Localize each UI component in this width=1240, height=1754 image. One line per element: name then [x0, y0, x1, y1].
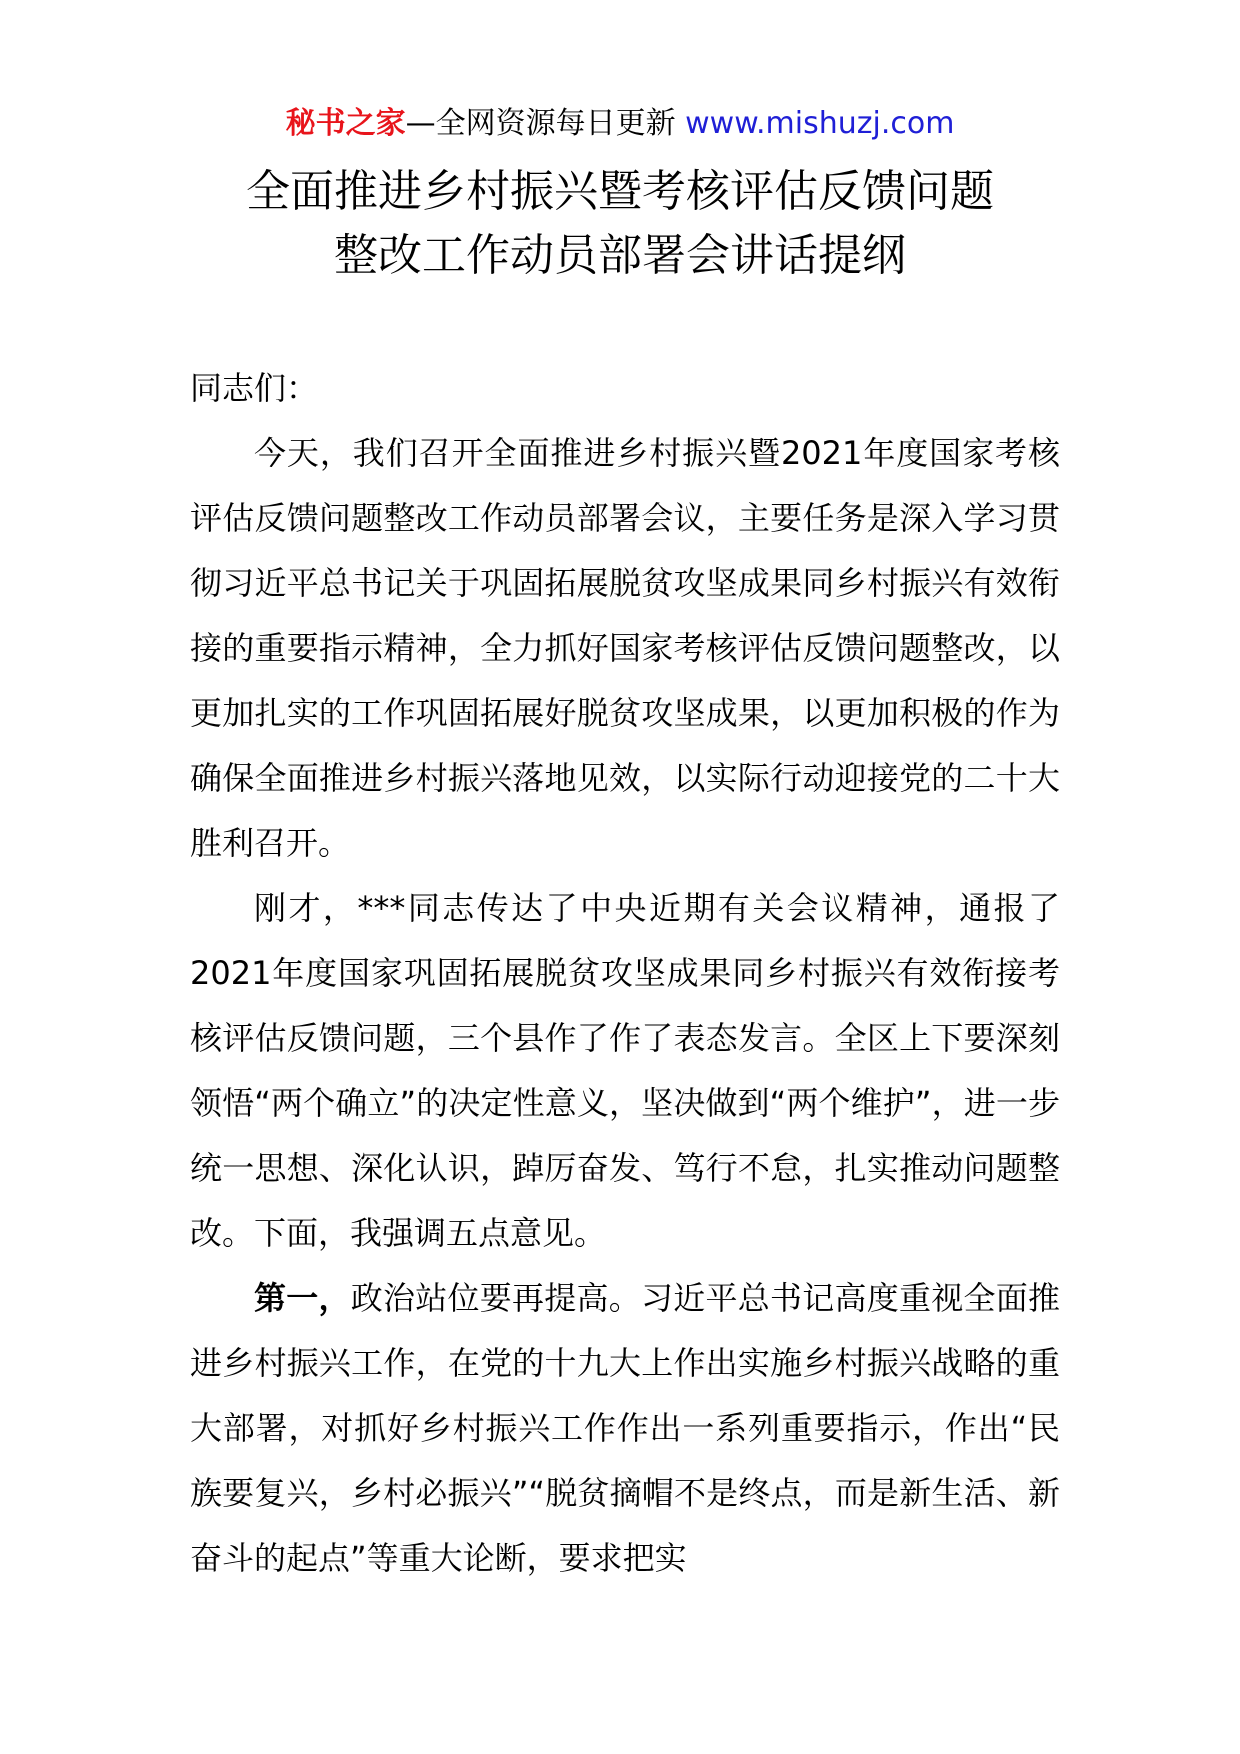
paragraph-2: 刚才，***同志传达了中央近期有关会议精神，通报了2021年度国家巩固拓展脱贫攻坚成果同乡村振兴有效衔接考核评估反馈问题，三个县作了作了表态发言。全区上下要深刻领悟“两个确立”的决定性意义，坚决做到“两个维护”，进一步统一思想、深化认识，踔厉奋发、笃行不怠，扎实推动问题整改。下面，我强调五点意见。: [190, 889, 1060, 1252]
greeting: 同志们：: [190, 369, 319, 407]
site-url-link[interactable]: www.mishuzj.com: [685, 106, 955, 141]
paragraph-3: [190, 1266, 1060, 1591]
site-brand: 秘书之家: [285, 106, 406, 141]
document-body: [190, 356, 1060, 1591]
document-title: [0, 160, 1240, 288]
title-line-1: 全面推进乡村振兴暨考核评估反馈问题: [246, 166, 994, 217]
site-tagline: —全网资源每日更新: [405, 106, 676, 141]
title-line-2: 整改工作动员部署会讲话提纲: [334, 230, 906, 281]
paragraph-1: 今天，我们召开全面推进乡村振兴暨2021年度国家考核评估反馈问题整改工作动员部署会议，主要任务是深入学习贯彻习近平总书记关于巩固拓展脱贫攻坚成果同乡村振兴有效衔接的重要指示精神，全力抓好国家考核评估反馈问题整改，以更加扎实的工作巩固拓展好脱贫攻坚成果，以更加积极的作为确保全面推进乡村振兴落地见效，以实际行动迎接党的二十大胜利召开。: [190, 434, 1060, 862]
paragraph-3-lead: 第一，: [254, 1279, 351, 1317]
paragraph-3-text: 政治站位要再提高。习近平总书记高度重视全面推进乡村振兴工作，在党的十九大上作出实施乡村振兴战略的重大部署，对抓好乡村振兴工作作出一系列重要指示，作出“民族要复兴，乡村必振兴”“脱贫摘帽不是终点，而是新生活、新奋斗的起点”等重大论断，要求把实: [190, 1279, 1060, 1577]
site-header: [0, 100, 1240, 148]
